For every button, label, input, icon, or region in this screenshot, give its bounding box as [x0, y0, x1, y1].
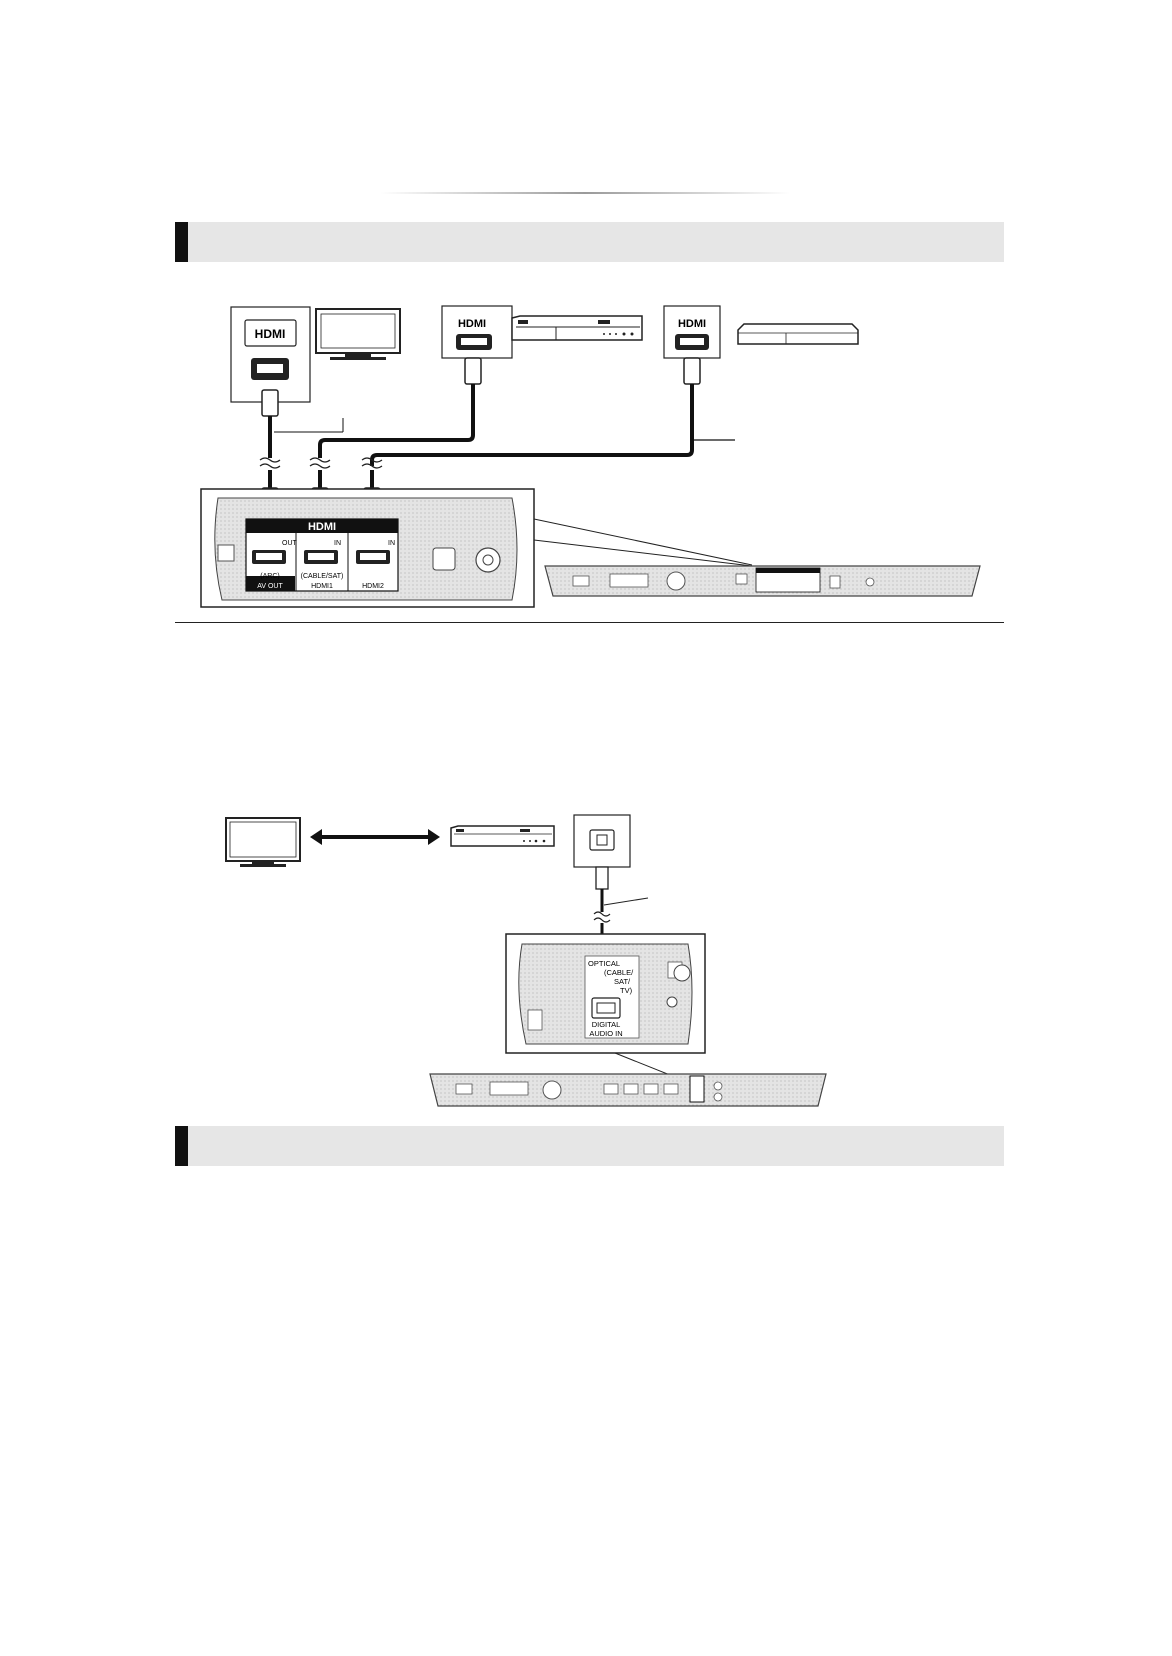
port-cablesat-label: (CABLE/SAT): [300, 573, 344, 580]
port-hdmi2-label: HDMI2: [362, 583, 384, 590]
hdmi-logo: HDMI: [254, 327, 286, 341]
cable-break-marks: [260, 458, 382, 468]
tv-icon: [316, 309, 400, 360]
port-in2-label: IN: [388, 540, 395, 547]
optical-cable-label: (CABLE/: [604, 968, 634, 977]
optical-out-jack: [574, 815, 630, 867]
cable-ends: [270, 470, 372, 488]
tv-hdmi-jack: [231, 307, 310, 402]
optical-zoom-panel: [506, 934, 705, 1053]
port-arc-label: (ARC): [260, 573, 280, 580]
stb-hdmi-jack: [664, 306, 720, 358]
digital-label: DIGITAL: [591, 1020, 621, 1029]
port-in1-label: IN: [334, 540, 341, 547]
hdmi-double-arrow: [310, 829, 440, 845]
tv-icon: [226, 818, 300, 867]
hdmi-logo: HDMI: [677, 318, 707, 330]
port-hdmi1-label: HDMI1: [311, 583, 333, 590]
recorder-hdmi-jack: [442, 306, 512, 358]
hdmi-logo: HDMI: [457, 318, 487, 330]
device-plugs: [262, 358, 700, 416]
optical-label: OPTICAL: [588, 959, 621, 968]
optical-tv-label: TV): [620, 986, 633, 995]
audio-in-label: AUDIO IN: [589, 1029, 623, 1038]
optical-diagram: [226, 815, 826, 1106]
hdmi-diagram: [201, 306, 980, 607]
unit-rear-full: [545, 566, 980, 596]
recorder-icon: [512, 316, 642, 340]
recorder-icon: [451, 826, 554, 846]
port-avout-label: AV OUT: [257, 583, 283, 590]
zoom-callout-line: [534, 540, 752, 566]
optical-sat-label: SAT/: [614, 977, 631, 986]
settop-box-icon: [738, 324, 858, 344]
hdmi-logo: HDMI: [307, 521, 337, 533]
unit-rear-full: [430, 1074, 826, 1106]
zoom-callout-line: [534, 519, 752, 565]
hdmi-cables: [270, 384, 735, 466]
rear-panel-zoom: [201, 489, 534, 607]
port-out-label: OUT: [282, 540, 297, 547]
